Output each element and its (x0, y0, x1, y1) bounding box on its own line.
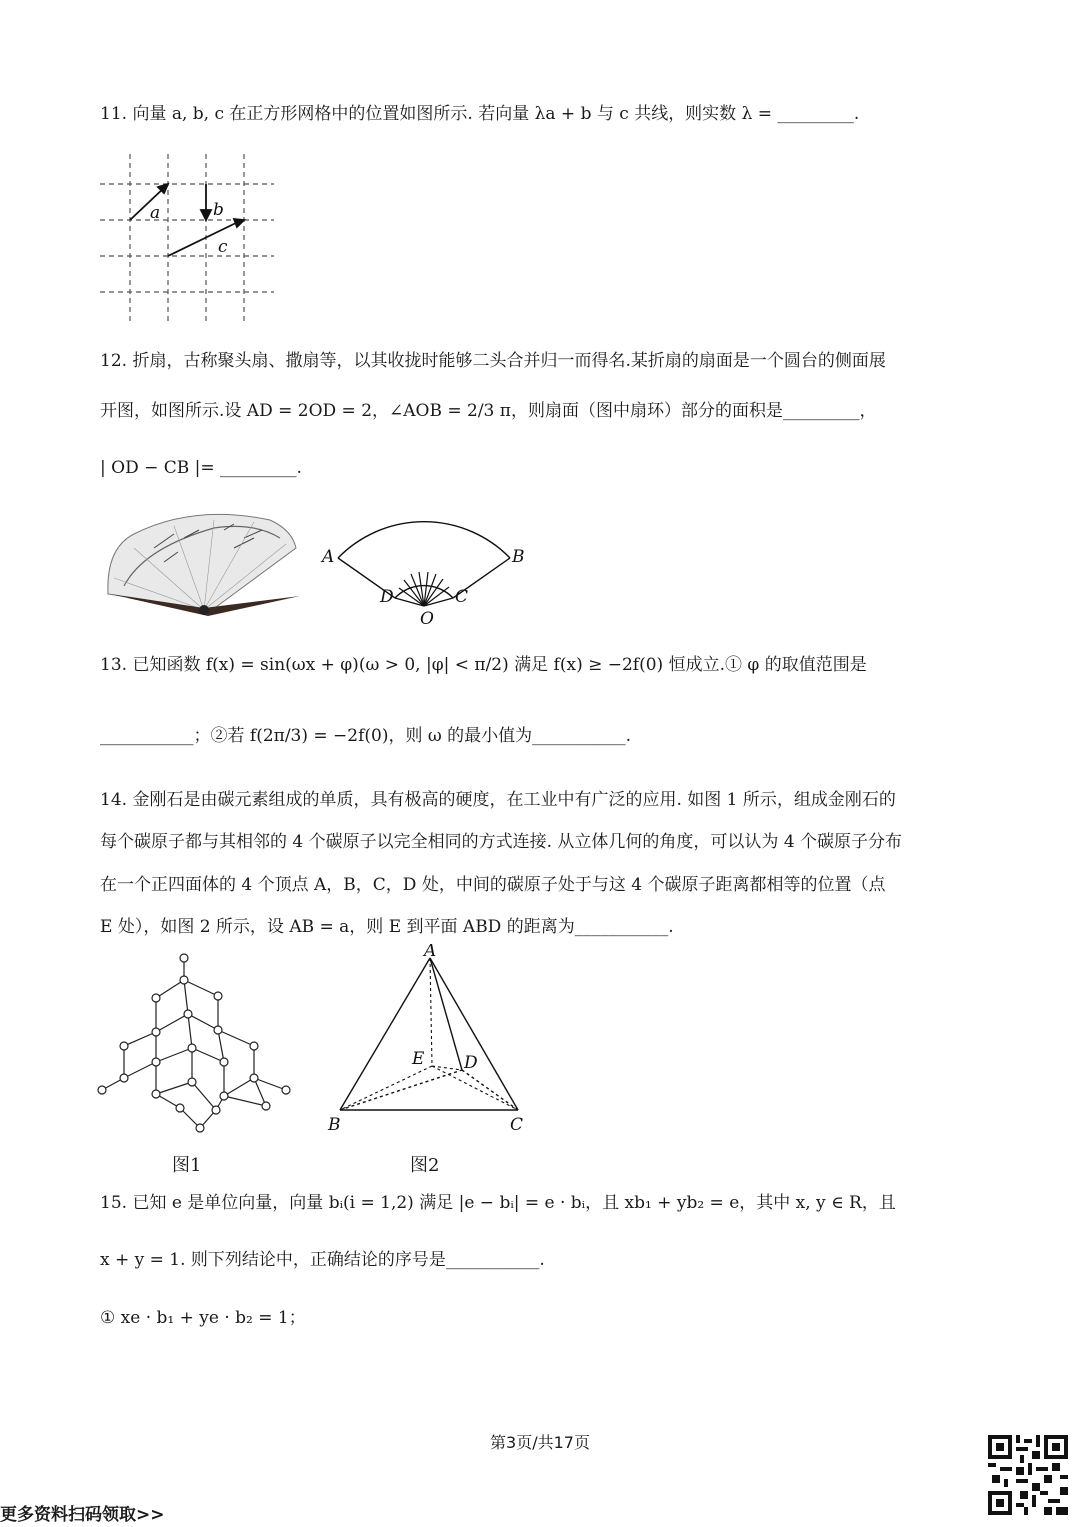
folding-fan-picture (104, 508, 302, 618)
q15-item1: ① xe · b₁ + ye · b₂ = 1； (100, 1308, 306, 1328)
q14-line2: 每个碳原子都与其相邻的 4 个碳原子以完全相同的方式连接. 从立体几何的角度，可以认为 4 个碳原子分布 (100, 832, 903, 852)
label-b: b (213, 200, 224, 220)
q15-line1: 15. 已知 e 是单位向量，向量 bᵢ(i = 1,2) 满足 |e − bᵢ| = e · bᵢ，且 xb₁ + yb₂ = e，其中 x, y ∈ R，且 (100, 1193, 896, 1213)
tetra-label-D: D (464, 1053, 478, 1073)
q14-line3: 在一个正四面体的 4 个顶点 A，B，C，D 处，中间的碳原子处于与这 4 个碳原子距离都相等的位置（点 (100, 875, 886, 895)
fan-label-D: D (380, 587, 394, 607)
q14-line4: E 处），如图 2 所示，设 AB = a，则 E 到平面 ABD 的距离为___________. (100, 917, 674, 937)
label-c: c (218, 237, 228, 257)
fan-ring-diagram (318, 500, 530, 630)
tetra-label-E: E (412, 1049, 425, 1069)
tetrahedron-figure (320, 944, 540, 1134)
fig2-caption: 图2 (410, 1155, 440, 1176)
q13-line2: ___________；②若 f(2π/3) = −2f(0)，则 ω 的最小值为___________. (100, 726, 632, 746)
diamond-lattice-figure (96, 950, 296, 1140)
q14-line1: 14. 金刚石是由碳元素组成的单质，具有极高的硬度，在工业中有广泛的应用. 如图 1 所示，组成金刚石的 (100, 790, 896, 810)
page-number: 第3页/共17页 (490, 1433, 590, 1452)
q11-text: 11. 向量 a, b, c 在正方形网格中的位置如图所示. 若向量 λa + b 与 c 共线，则实数 λ = _________. (100, 104, 860, 124)
q13-line1: 13. 已知函数 f(x) = sin(ωx + φ)(ω > 0, |φ| < π/2) 满足 f(x) ≥ −2f(0) 恒成立.① φ 的取值范围是 (100, 655, 867, 675)
more-materials-link[interactable]: 更多资料扫码领取>> (0, 1505, 165, 1525)
label-a: a (150, 203, 161, 223)
fig1-caption: 图1 (172, 1155, 202, 1176)
fan-label-O: O (420, 609, 434, 629)
tetra-label-C: C (510, 1115, 524, 1134)
q12-line1: 12. 折扇，古称聚头扇、撒扇等，以其收拢时能够二头合并归一而得名.某折扇的扇面是一个圆台的侧面展 (100, 351, 886, 371)
qr-code-icon[interactable] (988, 1435, 1068, 1515)
q15-line2: x + y = 1. 则下列结论中，正确结论的序号是___________. (100, 1250, 545, 1270)
fan-label-A: A (322, 547, 335, 567)
tetra-label-B: B (328, 1115, 341, 1134)
q12-line3: | OD − CB |= _________. (100, 458, 302, 478)
vector-grid-figure (98, 152, 278, 327)
q12-line2: 开图，如图所示.设 AD = 2OD = 2，∠AOB = 2/3 π，则扇面（图中扇环）部分的面积是_________， (100, 401, 877, 421)
fan-label-C: C (455, 587, 469, 607)
tetra-label-A: A (424, 944, 437, 961)
fan-label-B: B (512, 547, 525, 567)
